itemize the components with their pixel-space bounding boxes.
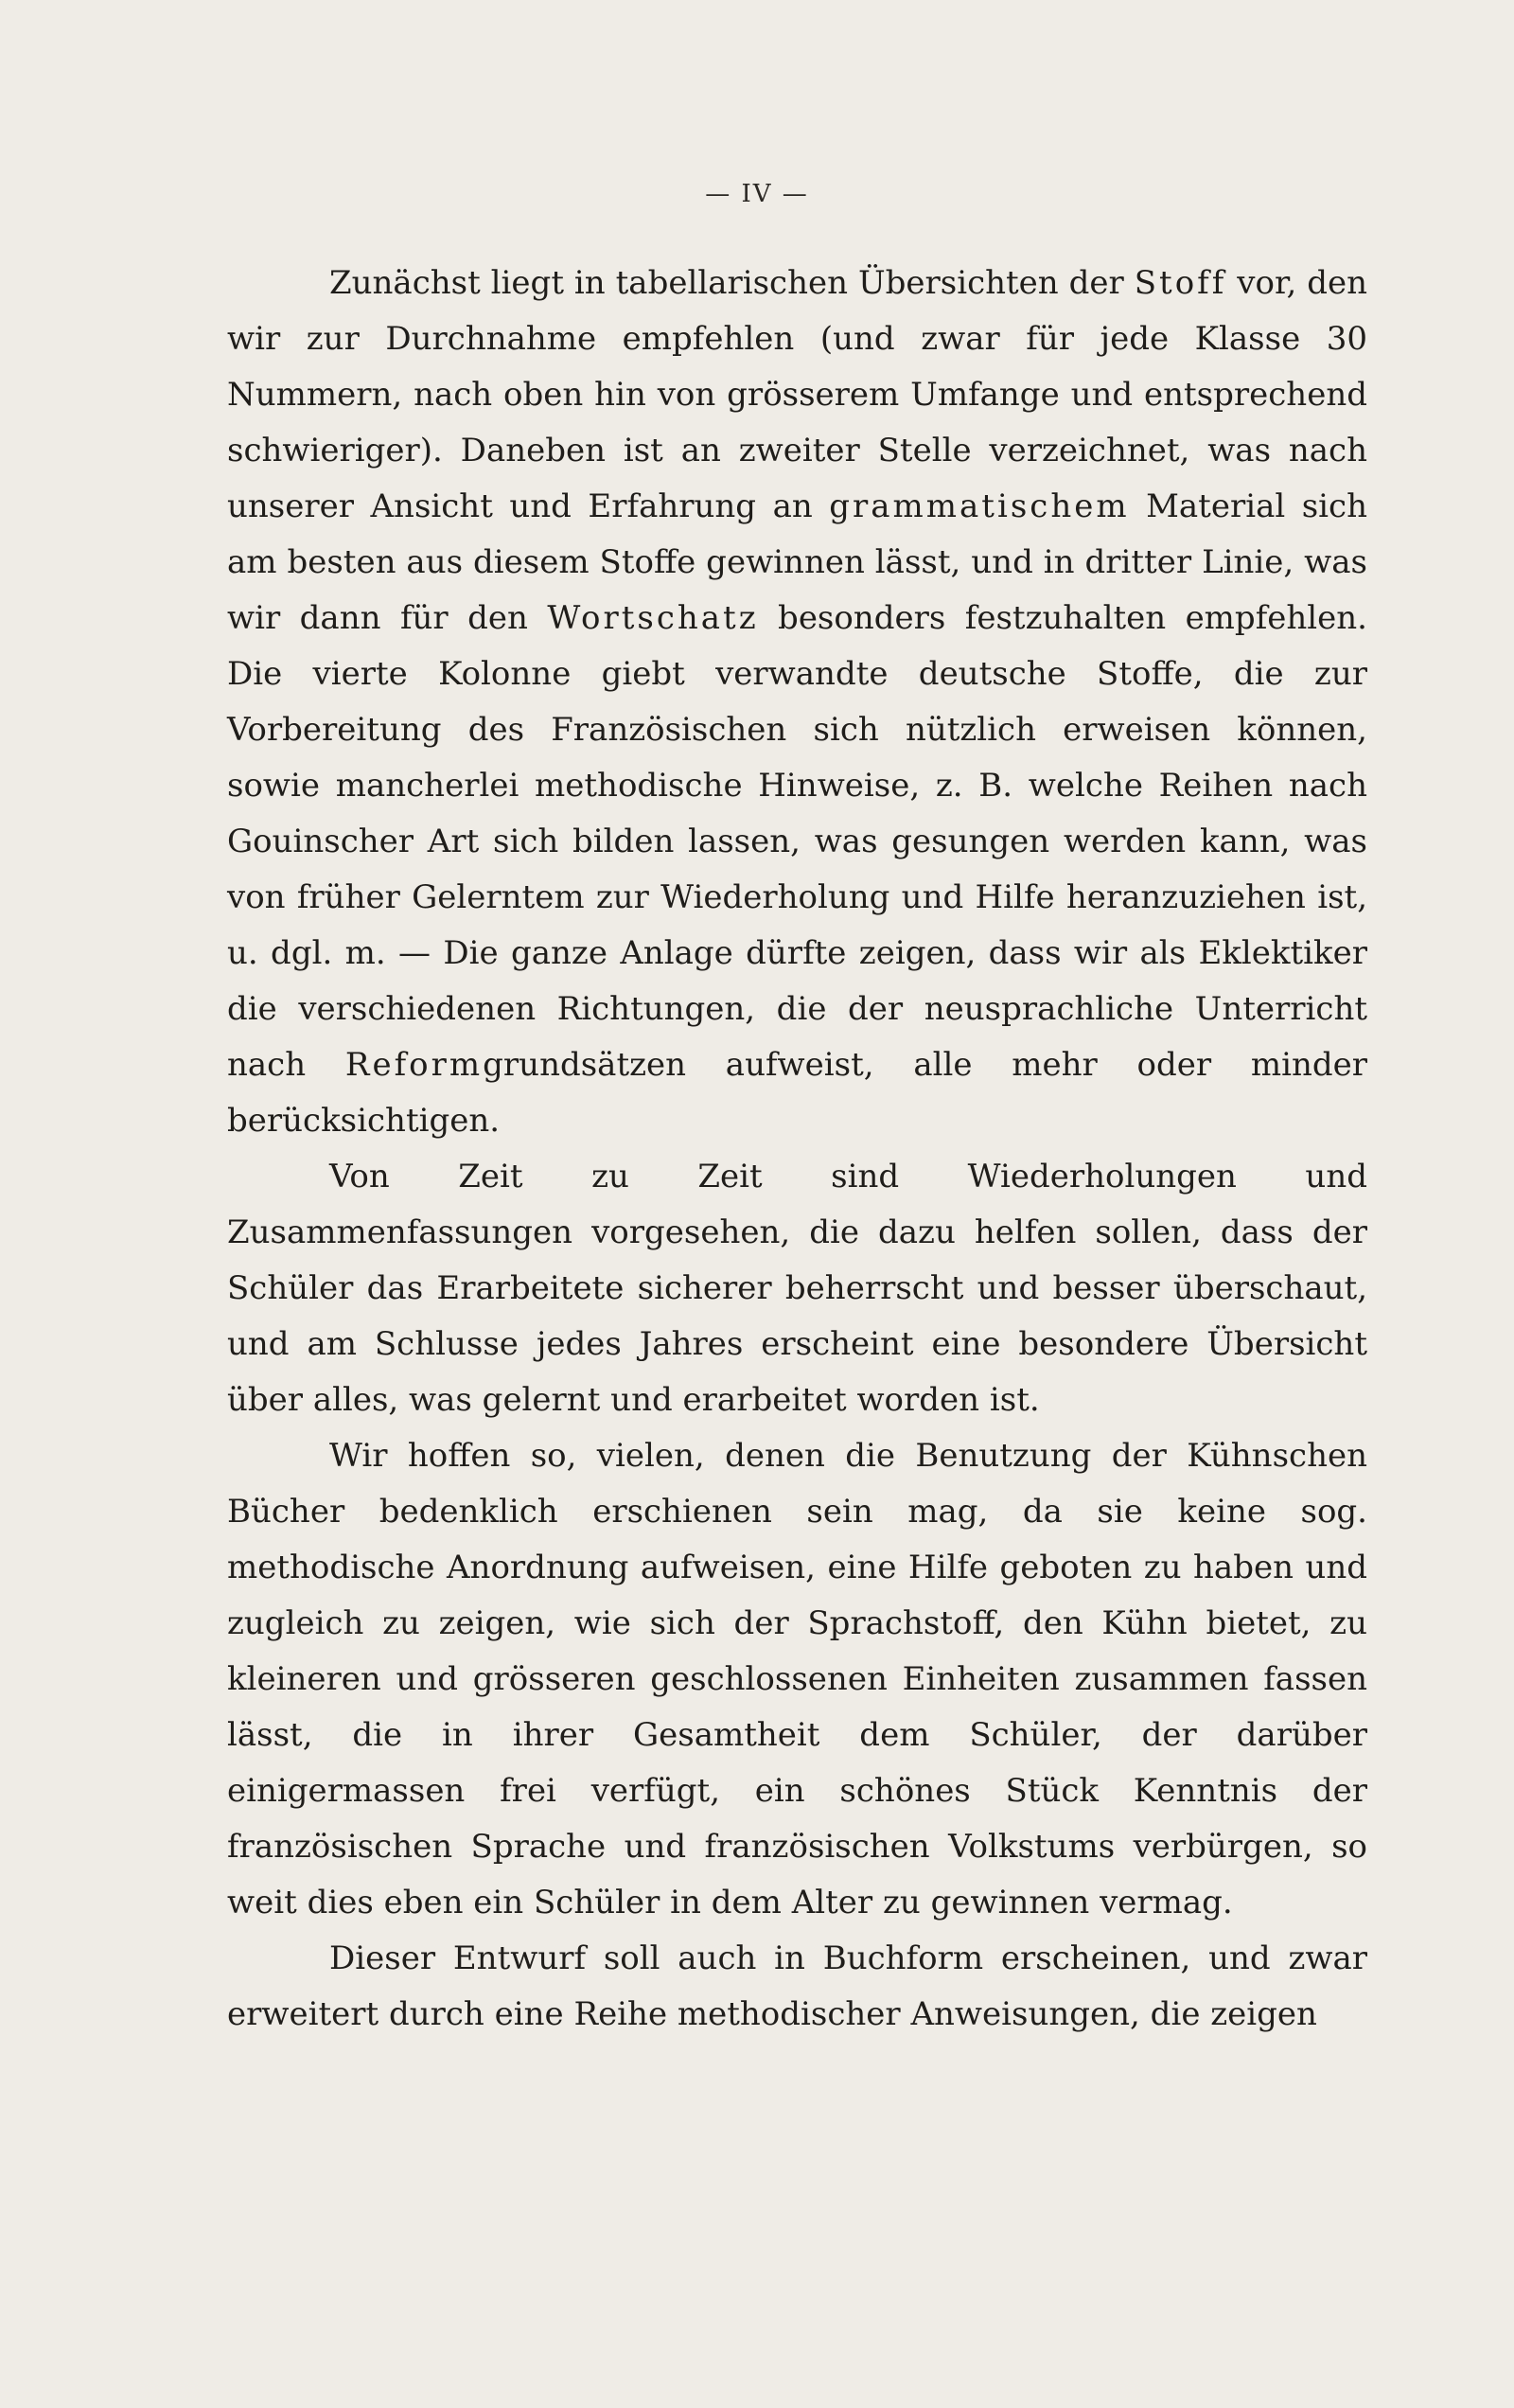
paragraph-1 xyxy=(227,256,1367,1149)
body-text xyxy=(227,256,1367,2043)
paragraph-4: Dieser Entwurf soll auch in Buchform erscheinen, und zwar erweitert durch eine Reihe methodischer Anweisungen, die zeigen xyxy=(227,1939,1367,2033)
emphasis-wortschatz: Wortschatz xyxy=(547,599,759,637)
paragraph-2: Von Zeit zu Zeit sind Wiederholungen und Zusammenfassungen vorgesehen, die dazu helfen sollen, dass der Schüler das Erarbeitete sicherer beherrscht und besser überschaut, und am Schlusse jedes Jahres erscheint eine besondere Übersicht über alles, was gelernt und erarbeitet worden ist. xyxy=(227,1158,1367,1419)
paragraph-1-part-c: vor, den wir zur Durchnahme empfehlen (und zwar für jede Klasse 30 Nummern, nach oben hin von grösserem Umfange und entsprechend schwieriger). Daneben ist an zweiter Stelle verzeichnet, was nach unserer Ansicht und Erfahrung an xyxy=(227,264,1368,525)
emphasis-reform: Reform xyxy=(344,1046,484,1084)
paragraph-1-part-i: grundsätzen aufweist, alle mehr oder minder berücksichtigen. xyxy=(227,1046,1368,1140)
emphasis-grammatischem: grammatischem xyxy=(829,487,1130,525)
paragraph-1-part-e: Material sich am besten aus diesem Stoffe gewinnen lässt, und in dritter Linie, was wir dann für den xyxy=(227,487,1367,637)
paragraph-1-part-g: besonders festzuhalten empfehlen. Die vierte Kolonne giebt verwandte deutsche Stoffe, die zur Vorbereitung des Französischen sich nützlich erweisen können, sowie mancherlei methodische Hinweise, z. B. welche Reihen nach Gouinscher Art sich bilden lassen, was gesungen werden kann, was von früher Gelerntem zur Wiederholung und Hilfe heranzuziehen ist, u. dgl. m. — Die ganze Anlage dürfte zeigen, dass wir als Eklektiker die verschiedenen Richtungen, die der neusprachliche Unterricht nach xyxy=(227,599,1367,1084)
paragraph-3: Wir hoffen so, vielen, denen die Benutzung der Kühnschen Bücher bedenklich erschienen sein mag, da sie keine sog. methodische Anordnung aufweisen, eine Hilfe geboten zu haben und zugleich zu zeigen, wie sich der Sprachstoff, den Kühn bietet, zu kleineren und grösseren geschlossenen Einheiten zusammen fassen lässt, die in ihrer Gesamtheit dem Schüler, der darüber einigermassen frei verfügt, ein schönes Stück Kenntnis der französischen Sprache und französischen Volkstums verbürgen, so weit dies eben ein Schüler in dem Alter zu gewinnen vermag. xyxy=(227,1437,1367,1921)
paragraph-1-part-a: Zunächst liegt in tabellarischen Übersichten der xyxy=(329,264,1135,302)
page-number: — IV — xyxy=(705,180,809,208)
emphasis-stoff: Stoff xyxy=(1134,264,1227,302)
